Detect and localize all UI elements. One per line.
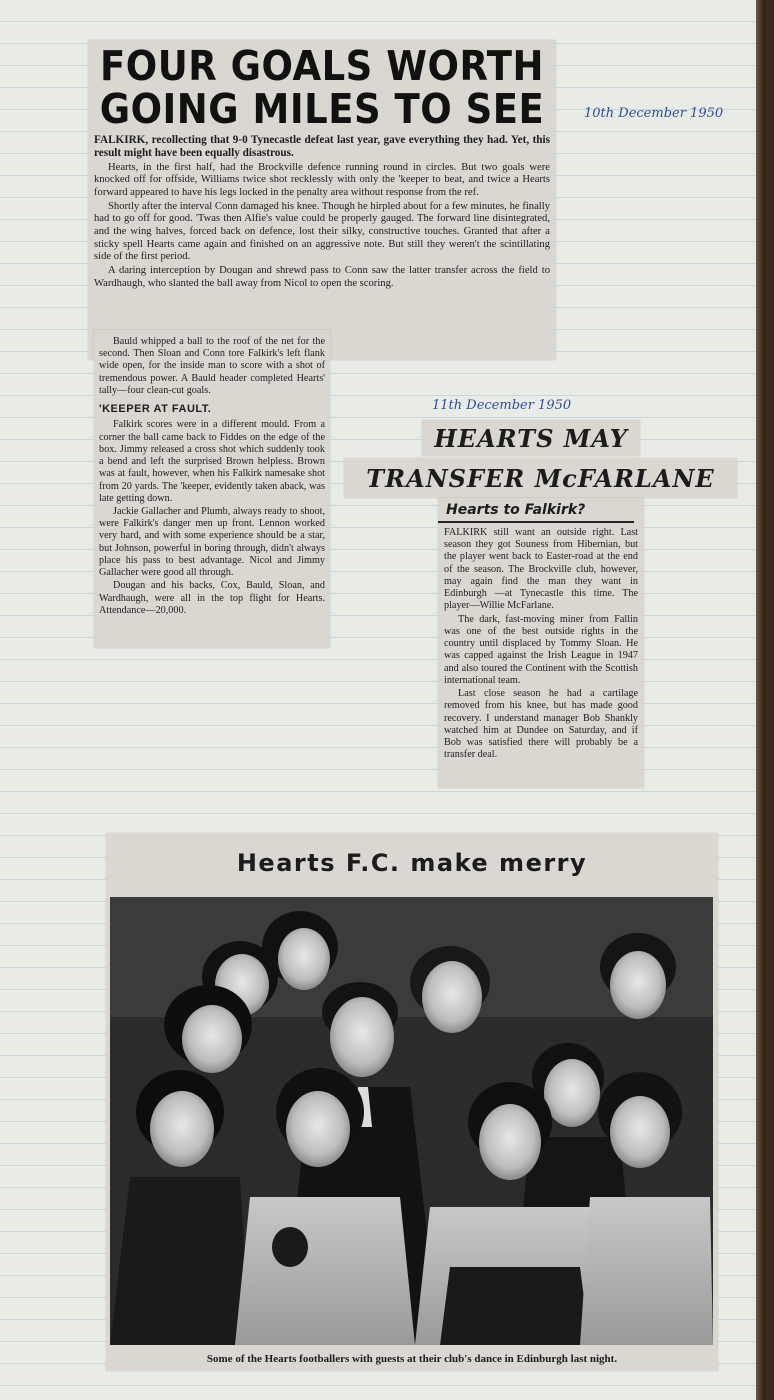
photo-title: Hearts F.C. make merry bbox=[236, 849, 588, 877]
article2-clipping bbox=[438, 498, 644, 788]
article1-clipping-continued bbox=[94, 330, 330, 648]
article1-lead: FALKIRK, recollecting that 9-0 Tynecastle defeat last year, gave everything they had. Yet, this result might have been equally disastrous. bbox=[94, 133, 550, 160]
article1-paragraph: Shortly after the interval Conn damaged his knee. Though he hirpled about for a few minutes, he finally had to go off for good. 'Twas then Alfie's value could be properly gauged. The forward line disintegrated, and the wing halves, forced back on defence, lost their silky, constructive touches. Granted that after a sticky spell Hearts came again and finished on an aggressive note. But still they weren't the scintillating side of the first period. bbox=[94, 200, 550, 263]
article2-headline-line1: HEARTS MAY bbox=[434, 423, 628, 453]
article2-paragraph: FALKIRK still want an outside right. Last season they got Souness from Hibernian, but the player went back to Easter-road at the end of the season. The Brockville club, however, may again find the man they want in Edinburgh —at Tynecastle this time. The player—Willie McFarlane. bbox=[444, 527, 638, 612]
article2-headline-line2-clip bbox=[344, 458, 737, 498]
article1-paragraph: Dougan and his backs, Cox, Bauld, Sloan, and Wardhaugh, were all in the top flight for Hearts. Attendance—20,000. bbox=[99, 580, 325, 616]
article1-headline bbox=[88, 42, 556, 133]
date-note-1: 10th December 1950 bbox=[584, 106, 724, 121]
date-note-2: 11th December 1950 bbox=[432, 398, 572, 413]
article1-headline-line1: FOUR GOALS WORTH bbox=[99, 42, 544, 91]
article2-headline-line2: TRANSFER McFARLANE bbox=[366, 463, 715, 493]
article1-body-top bbox=[88, 134, 556, 291]
article2-body bbox=[438, 527, 644, 761]
article1-paragraph: A daring interception by Dougan and shrewd pass to Conn saw the latter transfer across the field to Wardhaugh, who slanted the ball away from Nicol to open the scoring. bbox=[94, 265, 550, 289]
page-edge bbox=[756, 0, 765, 1400]
article2-subheadline: Hearts to Falkirk? bbox=[438, 498, 634, 523]
article1-body-bottom bbox=[94, 330, 330, 617]
article1-clipping bbox=[88, 40, 556, 360]
article1-headline-line2: GOING MILES TO SEE bbox=[99, 85, 545, 133]
article2-paragraph: The dark, fast-moving miner from Fallin was one of the best outside rights in the country until displaced by Tommy Sloan. He was capped against the Irish League in 1947 and also toured the Continent with the Scottish international team. bbox=[444, 613, 638, 686]
article1-paragraph: Bauld whipped a ball to the roof of the net for the second. Then Sloan and Conn tore Falkirk's left flank wide open, for the inside man to score with a shot of tremendous power. A Bauld header completed Hearts' tally—four clean-cut goals. bbox=[99, 336, 325, 396]
photo-caption: Some of the Hearts footballers with guests at their club's dance in Edinburgh last night. bbox=[206, 1353, 618, 1365]
article1-paragraph: Jackie Gallacher and Plumb, always ready to shoot, were Falkirk's danger men up front. Lennon worked very hard, and with some experience should be a star, but Johnson, powerful in boring through, didn't always place his pass to best advantage. Nicol and Jimmy Gallacher were good all through. bbox=[99, 506, 325, 579]
article1-paragraph: Hearts, in the first half, had the Brockville defence running round in circles. But two goals were knocked off for offside, Williams twice shot recklessly with only the 'keeper to beat, and twice a Hearts forward appeared to have his legs locked in the penalty area without response from the ref. bbox=[94, 161, 550, 198]
group-photo bbox=[110, 897, 713, 1345]
group-photo-image bbox=[110, 897, 713, 1345]
article1-paragraph: Falkirk scores were in a different mould. From a corner the ball came back to Fiddes on the edge of the box. Jimmy released a cross shot which suddenly took a bend and left the surprised Brown helpless. Brown was at fault, however, when his Falkirk namesake shot from 20 yards. The 'keeper, evidently taken aback, was late getting down. bbox=[99, 419, 325, 504]
article2-paragraph: Last close season he had a cartilage removed from his knee, but has made good recovery. I understand manager Bob Shankly watched him at Dundee on Saturday, and if Bob was satisfied there will probably be a transfer deal. bbox=[444, 688, 638, 761]
article1-subhead: 'KEEPER AT FAULT. bbox=[99, 403, 212, 416]
article2-headline-line1-clip bbox=[422, 420, 640, 456]
